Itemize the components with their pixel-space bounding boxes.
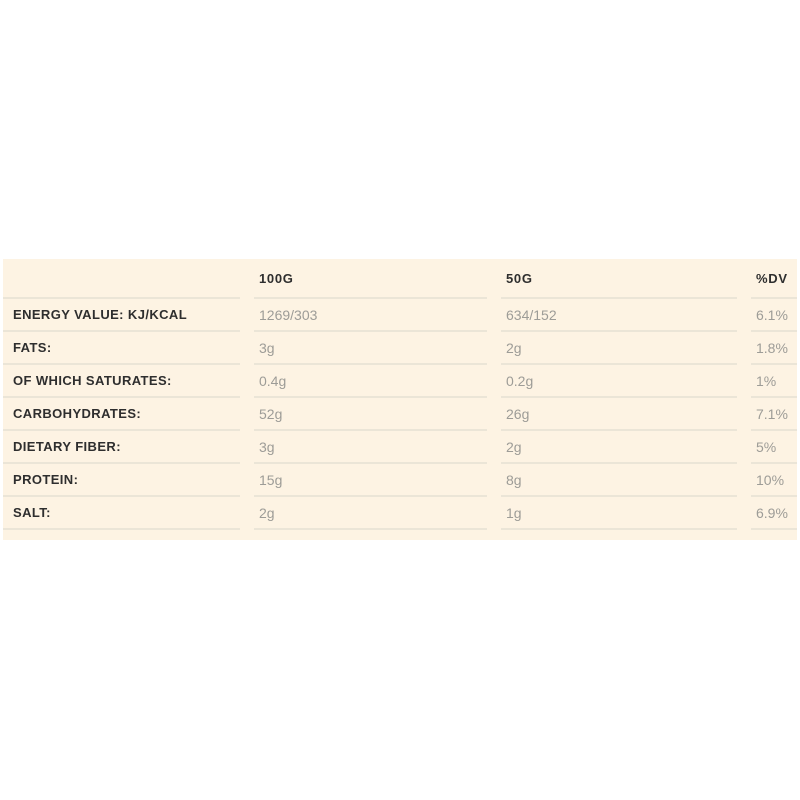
nutrition-table: [3, 259, 797, 540]
salt-value-50g: 1g: [501, 497, 737, 530]
dietary-fiber-value-100g: 3g: [254, 431, 487, 464]
carbohydrates-value-dv: 7.1%: [751, 398, 797, 431]
row-label-protein: PROTEIN:: [3, 464, 240, 497]
row-label-energy: ENERGY VALUE: KJ/KCAL: [3, 299, 240, 332]
energy-value-50g: 634/152: [501, 299, 737, 332]
nutrition-grid: [3, 259, 797, 530]
protein-value-100g: 15g: [254, 464, 487, 497]
fats-value-100g: 3g: [254, 332, 487, 365]
column-header-100g: 100G: [254, 259, 487, 299]
row-label-saturates: OF WHICH SATURATES:: [3, 365, 240, 398]
column-header-dv: %DV: [751, 259, 797, 299]
fats-value-dv: 1.8%: [751, 332, 797, 365]
protein-value-50g: 8g: [501, 464, 737, 497]
dietary-fiber-value-dv: 5%: [751, 431, 797, 464]
salt-value-100g: 2g: [254, 497, 487, 530]
protein-value-dv: 10%: [751, 464, 797, 497]
saturates-value-dv: 1%: [751, 365, 797, 398]
salt-value-dv: 6.9%: [751, 497, 797, 530]
carbohydrates-value-100g: 52g: [254, 398, 487, 431]
saturates-value-50g: 0.2g: [501, 365, 737, 398]
carbohydrates-value-50g: 26g: [501, 398, 737, 431]
row-label-dietary-fiber: DIETARY FIBER:: [3, 431, 240, 464]
row-label-carbohydrates: CARBOHYDRATES:: [3, 398, 240, 431]
fats-value-50g: 2g: [501, 332, 737, 365]
dietary-fiber-value-50g: 2g: [501, 431, 737, 464]
saturates-value-100g: 0.4g: [254, 365, 487, 398]
row-label-salt: SALT:: [3, 497, 240, 530]
energy-value-dv: 6.1%: [751, 299, 797, 332]
energy-value-100g: 1269/303: [254, 299, 487, 332]
row-label-fats: FATS:: [3, 332, 240, 365]
column-header-50g: 50G: [501, 259, 737, 299]
column-header-blank: [3, 259, 240, 299]
